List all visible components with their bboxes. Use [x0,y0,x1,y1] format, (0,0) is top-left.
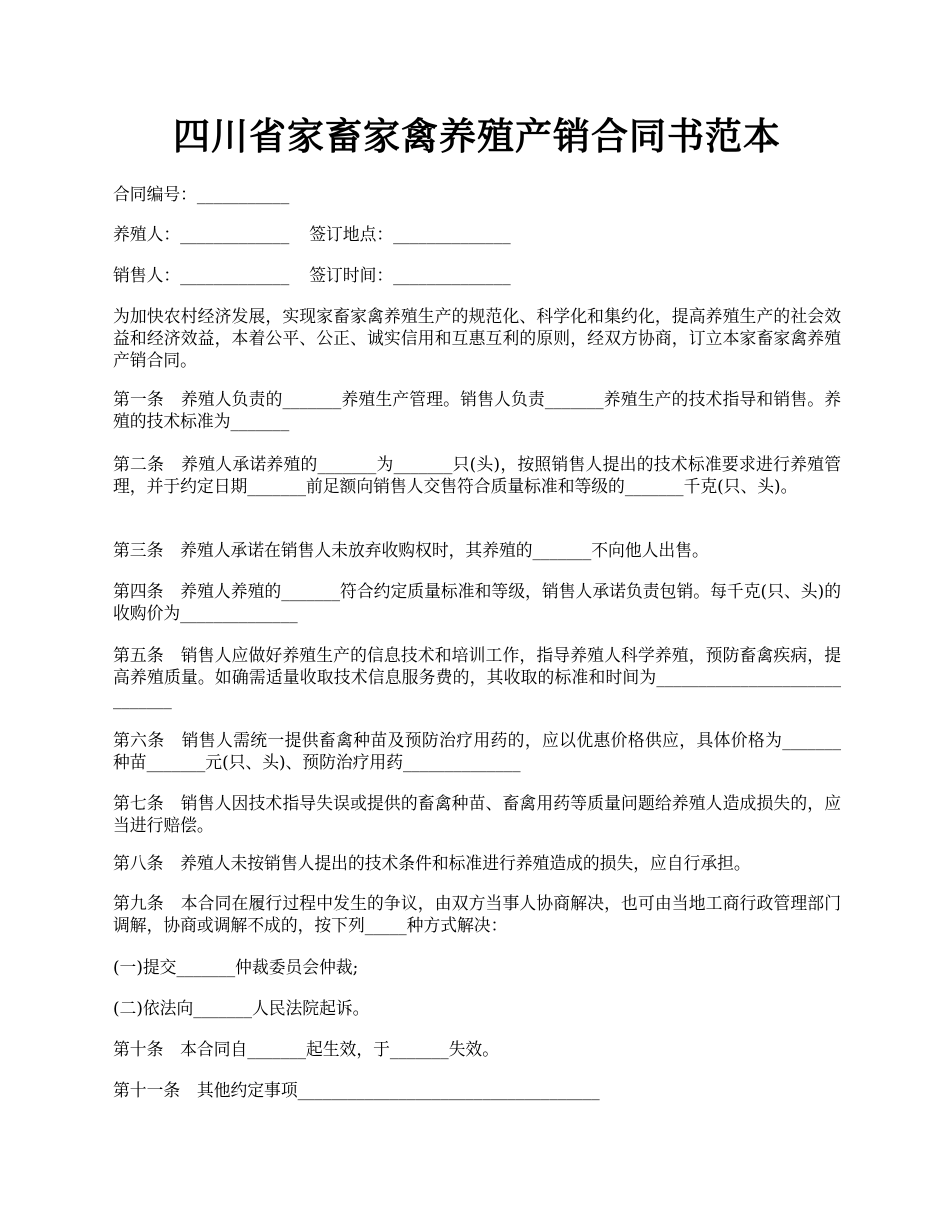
article-2: 第二条 养殖人承诺养殖的_______为_______只(头)，按照销售人提出的技术标准要求进行养殖管理，并于约定日期_______前足额向销售人交售符合质量标准和等级的_______千克(只、头)。 [113,454,841,496]
document-title: 四川省家畜家禽养殖产销合同书范本 [173,114,781,158]
intro-paragraph: 为加快农村经济发展，实现家畜家禽养殖生产的规范化、科学化和集约化，提高养殖生产的社会效益和经济效益，本着公平、公正、诚实信用和互惠互利的原则，经双方协商，订立本家畜家禽养殖产销合同。 [113,306,841,370]
article-9-option-1: (一)提交_______仲裁委员会仲裁; [113,957,359,977]
article-5: 第五条 销售人应做好养殖生产的信息技术和培训工作，指导养殖人科学养殖，预防畜禽疾病，提高养殖质量。如确需适量收取技术信息服务费的，其收取的标准和时间为_____________________________ [113,645,841,709]
sign-time-field: 签订时间：______________ [309,265,511,285]
article-3: 第三条 养殖人承诺在销售人未放弃收购权时，其养殖的_______不向他人出售。 [113,540,709,560]
article-11: 第十一条 其他约定事项____________________________________ [113,1080,600,1100]
article-9: 第九条 本合同在履行过程中发生的争议，由双方当事人协商解决，也可由当地工商行政管理部门调解，协商或调解不成的，按下列_____种方式解决： [113,893,841,935]
contract-number-line [113,183,289,205]
breeder-place-line [113,223,511,245]
article-4: 第四条 养殖人养殖的_______符合约定质量标准和等级，销售人承诺负责包销。每千克(只、头)的收购价为______________ [113,581,841,623]
article-10: 第十条 本合同自_______起生效，于_______失效。 [113,1039,499,1059]
contract-number: 合同编号：___________ [113,184,290,204]
article-6: 第六条 销售人需统一提供畜禽种苗及预防治疗用药的，应以优惠价格供应，具体价格为_______种苗_______元(只、头)、预防治疗用药______________ [113,730,841,772]
article-9-option-2: (二)依法向_______人民法院起诉。 [113,998,370,1018]
article-1: 第一条 养殖人负责的_______养殖生产管理。销售人负责_______养殖生产的技术指导和销售。养殖的技术标准为_______ [113,389,841,431]
seller-field: 销售人：_____________ [113,265,290,285]
article-7: 第七条 销售人因技术指导失误或提供的畜禽种苗、畜禽用药等质量问题给养殖人造成损失的，应当进行赔偿。 [113,793,841,835]
seller-time-line [113,264,511,286]
sign-place-field: 签订地点：______________ [309,224,511,244]
breeder-field: 养殖人：_____________ [113,224,290,244]
article-8: 第八条 养殖人未按销售人提出的技术条件和标准进行养殖造成的损失，应自行承担。 [113,853,751,873]
